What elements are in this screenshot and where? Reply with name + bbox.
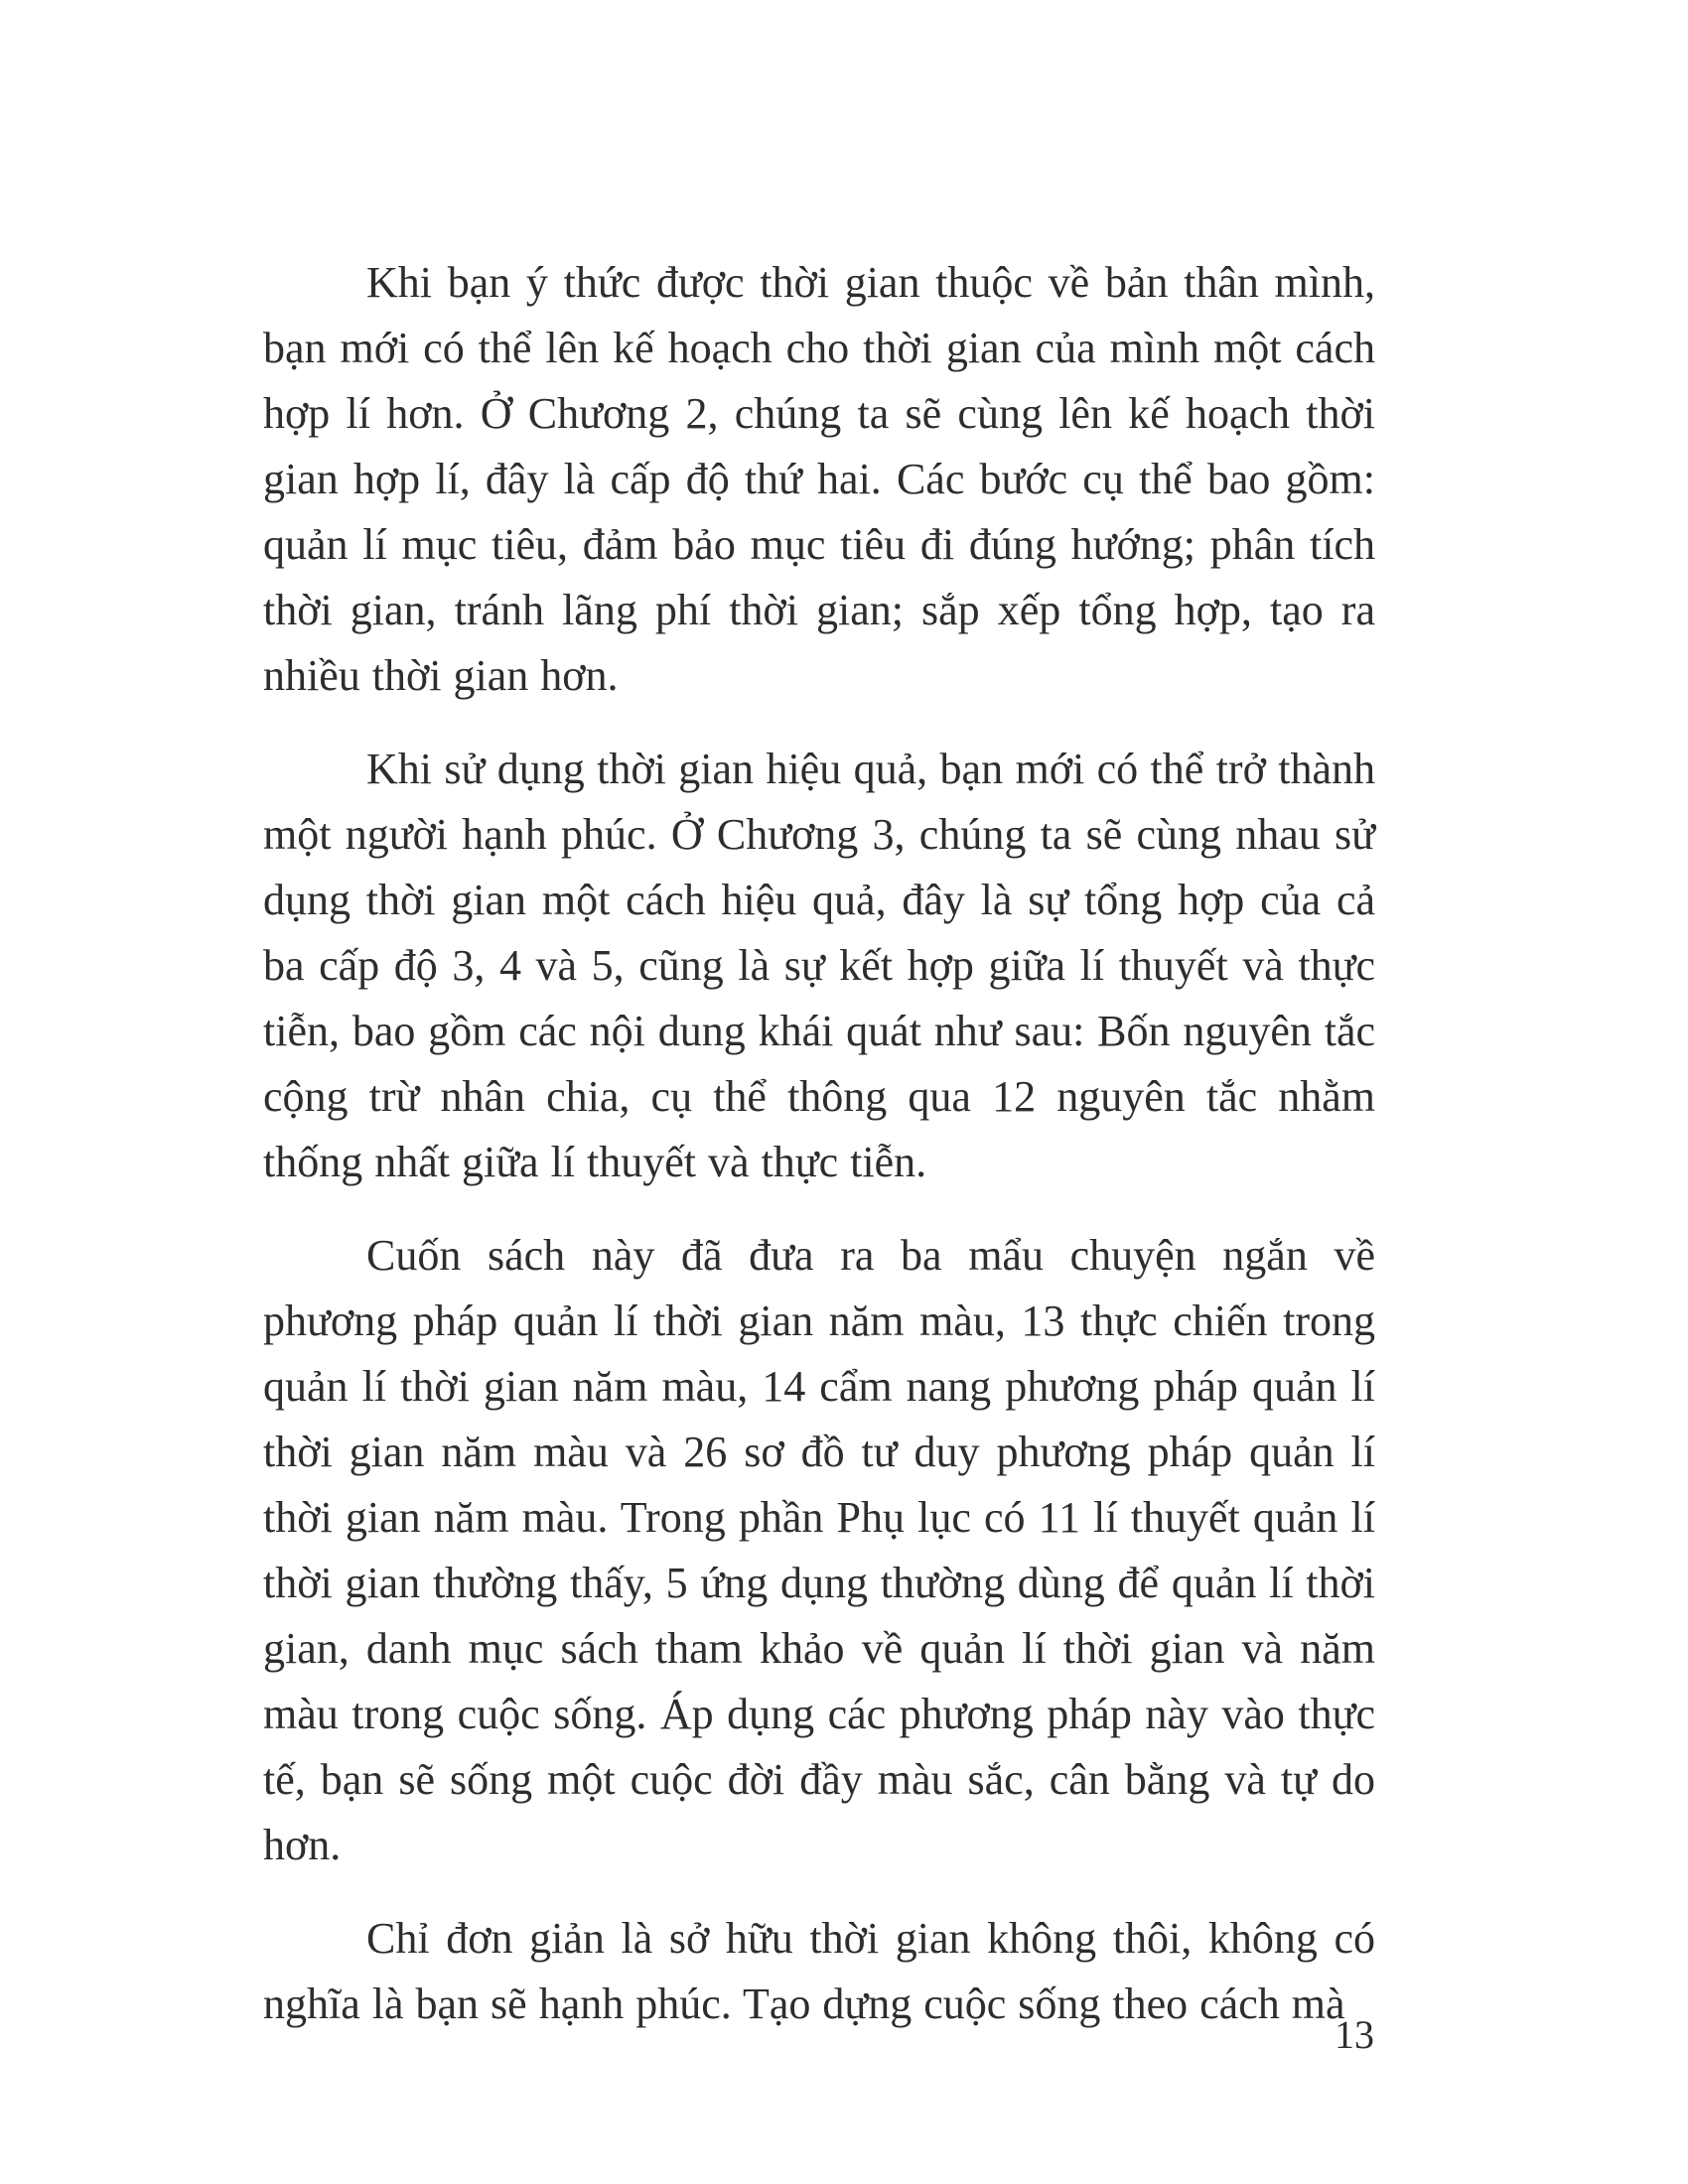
page-number: 13 (1335, 2012, 1374, 2057)
paragraph-3: Cuốn sách này đã đưa ra ba mẩu chuyện ngắn về phương pháp quản lí thời gian năm màu, 13 thực chiến trong quản lí thời gian năm màu, 14 cẩm nang phương pháp quản lí thời gian năm màu và 26 sơ đồ tư duy phương pháp quản lí thời gian năm màu. Trong phần Phụ lục có 11 lí thuyết quản lí thời gian thường thấy, 5 ứng dụng thường dùng để quản lí thời gian, danh mục sách tham khảo về quản lí thời gian và năm màu trong cuộc sống. Áp dụng các phương pháp này vào thực tế, bạn sẽ sống một cuộc đời đầy màu sắc, cân bằng và tự do hơn. (263, 1231, 1375, 1869)
paragraph-2: Khi sử dụng thời gian hiệu quả, bạn mới có thể trở thành một người hạnh phúc. Ở Chương 3, chúng ta sẽ cùng nhau sử dụng thời gian một cách hiệu quả, đây là sự tổng hợp của cả ba cấp độ 3, 4 và 5, cũng là sự kết hợp giữa lí thuyết và thực tiễn, bao gồm các nội dung khái quát như sau: Bốn nguyên tắc cộng trừ nhân chia, cụ thể thông qua 12 nguyên tắc nhằm thống nhất giữa lí thuyết và thực tiễn. (263, 745, 1375, 1186)
paragraph-4: Chỉ đơn giản là sở hữu thời gian không thôi, không có nghĩa là bạn sẽ hạnh phúc. Tạo dựng cuộc sống theo cách mà (263, 1914, 1375, 2028)
paragraph-1: Khi bạn ý thức được thời gian thuộc về bản thân mình, bạn mới có thể lên kế hoạch cho thời gian của mình một cách hợp lí hơn. Ở Chương 2, chúng ta sẽ cùng lên kế hoạch thời gian hợp lí, đây là cấp độ thứ hai. Các bước cụ thể bao gồm: quản lí mục tiêu, đảm bảo mục tiêu đi đúng hướng; phân tích thời gian, tránh lãng phí thời gian; sắp xếp tổng hợp, tạo ra nhiều thời gian hơn. (263, 258, 1375, 700)
text-block (263, 250, 1375, 2037)
